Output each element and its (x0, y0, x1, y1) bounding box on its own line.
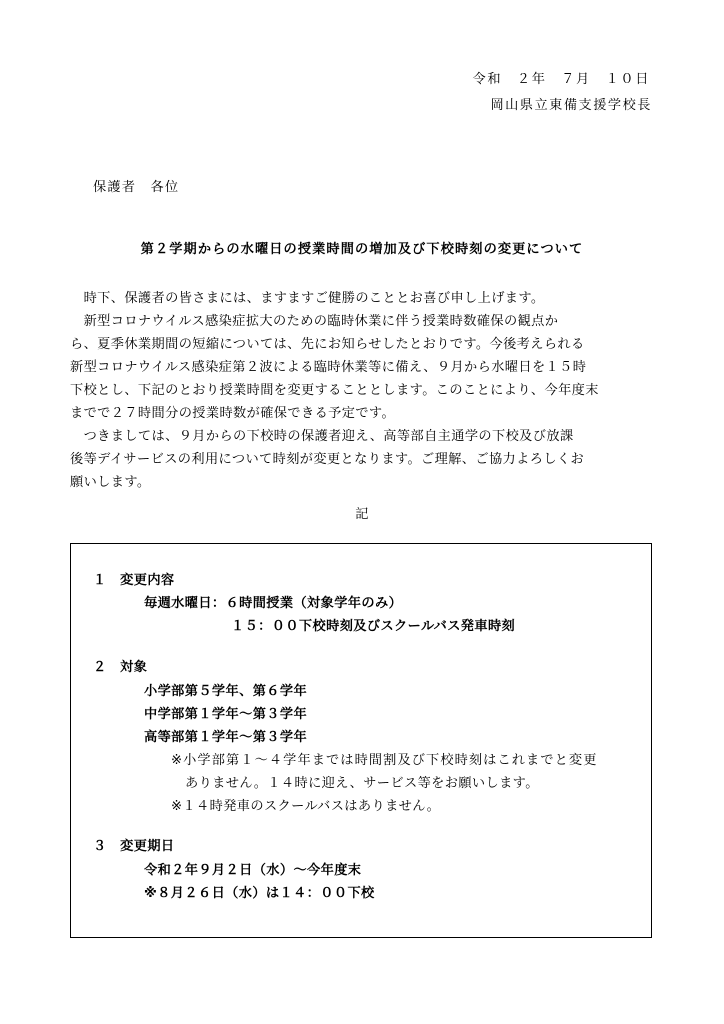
section-3-line: ※８月２６日（水）は１４：００下校 (144, 886, 375, 901)
section-3-line: 令和２年９月２日（水）～今年度末 (144, 863, 362, 878)
document-title: 第２学期からの水曜日の授業時間の増加及び下校時刻の変更について (140, 242, 584, 257)
body-line: 下校とし、下記のとおり授業時間を変更することとします。このことにより、今年度末 (70, 383, 599, 398)
target-item: 小学部第５学年、第６学年 (144, 684, 308, 699)
body-line: 後等デイサービスの利用について時刻が変更となります。ご理解、ご協力よろしくお (70, 452, 585, 467)
ki-marker: 記 (355, 507, 369, 522)
document-date: 令和 ２年 ７月 １０日 (472, 72, 650, 87)
body-line: つきましては、９月からの下校時の保護者迎え、高等部自主通学の下校及び放課 (70, 429, 574, 444)
body-text (70, 287, 660, 494)
note: ありません。１４時に迎え、サービス等をお願いします。 (185, 776, 539, 791)
addressee: 保護者 各位 (93, 180, 180, 195)
body-line: 新型コロナウイルス感染症第２波による臨時休業等に備え、９月から水曜日を１５時 (70, 360, 587, 375)
body-line: までで２７時間分の授業時数が確保できる予定です。 (70, 406, 396, 421)
body-line: 新型コロナウイルス感染症拡大のための臨時休業に伴う授業時数確保の観点か (70, 314, 559, 329)
section-1-line: 毎週水曜日：６時間授業（対象学年のみ） (144, 596, 403, 611)
body-line: 願いします。 (70, 475, 151, 490)
note: ※１４時発車のスクールバスはありません。 (171, 799, 441, 814)
section-2-heading: ２ 対象 (93, 660, 148, 675)
target-item: 高等部第１学年～第３学年 (144, 730, 308, 745)
issuer: 岡山県立東備支援学校長 (490, 98, 652, 113)
note: ※小学部第１～４学年までは時間割及び下校時刻はこれまでと変更 (171, 753, 598, 768)
section-3-heading: ３ 変更期日 (93, 839, 175, 854)
target-item: 中学部第１学年～第３学年 (144, 707, 308, 722)
section-1-line: １５：００下校時刻及びスクールバス発車時刻 (231, 619, 516, 634)
section-1-heading: １ 変更内容 (93, 573, 175, 588)
body-line: ら、夏季休業期間の短縮については、先にお知らせしたとおりです。今後考えられる (70, 337, 585, 352)
body-line: 時下、保護者の皆さまには、ますますご健勝のこととお喜び申し上げます。 (70, 291, 545, 306)
details-box (70, 543, 652, 938)
